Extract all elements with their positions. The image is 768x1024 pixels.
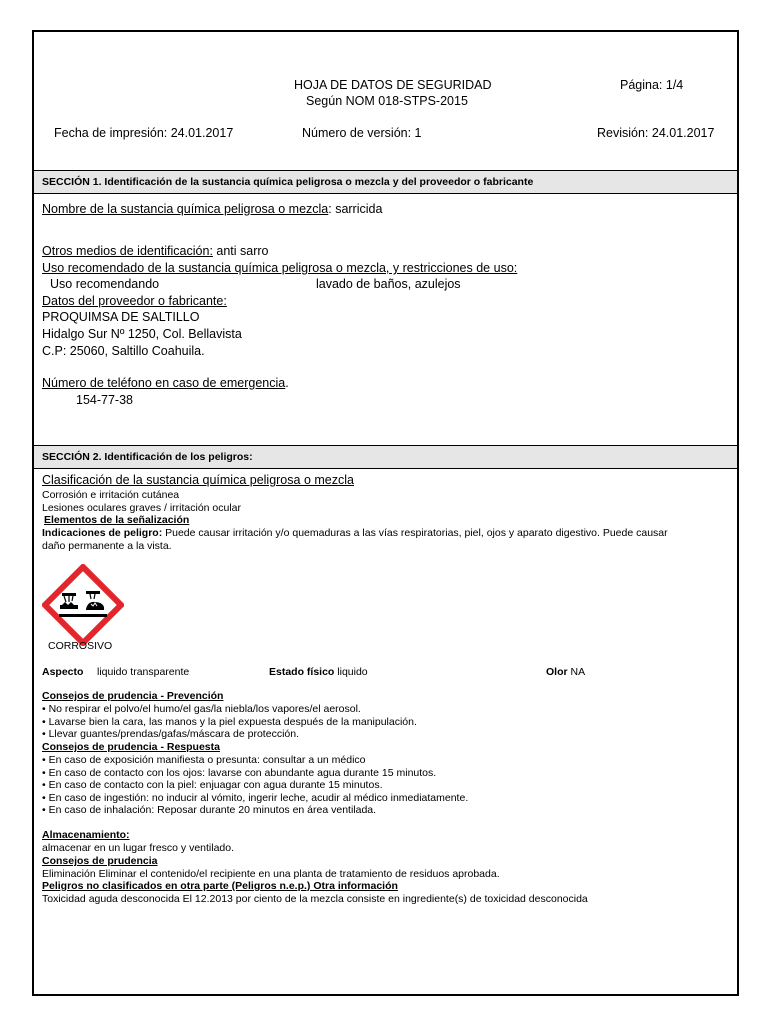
label-elements-heading: Elementos de la señalización [44,514,190,526]
aspect-value: liquido transparente [97,666,190,678]
revision-date: Revisión: 24.01.2017 [597,126,715,140]
emergency-phone-label: Número de teléfono en caso de emergencia [42,376,286,390]
document-title: HOJA DE DATOS DE SEGURIDAD [294,78,492,92]
substance-name [42,202,382,216]
supplier-address: Hidalgo Sur Nº 1250, Col. Bellavista [42,327,242,341]
disposal-text: Eliminación Eliminar el contenido/el recipiente en una planta de tratamiento de residuos aprobada. [42,868,500,880]
emergency-phone-heading [42,376,289,390]
storage-heading: Almacenamiento: [42,829,130,841]
prevention-heading: Consejos de prudencia - Prevención [42,690,224,702]
section-1-title: SECCIÓN 1. Identificación de la sustancia química peligrosa o mezcla y del proveedor o fabricante [42,176,534,188]
other-identification-value: anti sarro [212,244,269,258]
odor-value: NA [567,666,586,678]
recommended-use-key: Uso recomendando [50,277,160,291]
section-2-header [34,445,737,469]
recommended-use-label: Uso recomendado de la sustancia química peligrosa o mezcla, y restricciones de uso: [42,261,518,275]
hazard-statement-line-1 [42,527,668,539]
classification-label: Clasificación de la sustancia química peligrosa o mezcla [42,473,354,487]
response-list [42,754,468,817]
physical-state-value: liquido [334,666,368,678]
hazard-statement-line-2: daño permanente a la vista. [42,540,172,552]
list-item: • En caso de contacto con los ojos: lavarse con abundante agua durante 15 minutos. [42,766,437,779]
supplier-city: C.P: 25060, Saltillo Coahuila. [42,344,205,358]
list-item: • Llevar guantes/prendas/gafas/máscara de protección. [42,728,299,741]
classification-item-2: Lesiones oculares graves / irritación ocular [42,502,242,514]
supplier-label: Datos del proveedor o fabricante: [42,294,227,308]
list-item: • En caso de exposición manifiesta o presunta: consultar a un médico [42,754,366,766]
version-number: Número de versión: 1 [302,126,422,140]
physical-state-label: Estado físico [269,666,335,678]
hazard-statement-label: Indicaciones de peligro: [42,527,163,539]
section-2-title: SECCIÓN 2. Identificación de los peligros: [42,451,253,463]
other-identification [42,244,269,258]
emergency-phone-dot: . [285,376,289,390]
physical-state-field [269,666,368,678]
corrosive-pictogram-icon [42,564,124,646]
other-hazards-text: Toxicidad aguda desconocida El 12.2013 por ciento de la mezcla consiste en ingrediente(s) de toxicidad desconocida [42,893,588,905]
page-number: Página: 1/4 [620,78,684,92]
precaution-heading: Consejos de prudencia [42,855,158,867]
substance-name-label: Nombre de la sustancia química peligrosa o mezcla [42,202,329,216]
hazard-statement-text: Puede causar irritación y/o quemaduras a las vías respiratorias, piel, ojos y aparato digestivo. Puede causar [162,527,668,539]
response-heading: Consejos de prudencia - Respuesta [42,741,220,753]
section-1-header [34,170,737,194]
emergency-phone-number: 154-77-38 [76,393,133,407]
document-subtitle: Según NOM 018-STPS-2015 [306,94,468,108]
classification-item-1: Corrosión e irritación cutánea [42,489,180,501]
other-hazards-heading: Peligros no clasificados en otra parte (Peligros n.e.p.) Otra información [42,880,398,892]
list-item: • Lavarse bien la cara, las manos y la piel expuesta después de la manipulación. [42,715,417,728]
print-date: Fecha de impresión: 24.01.2017 [54,126,234,140]
list-item: • En caso de inhalación: Reposar durante 20 minutos en área ventilada. [42,804,377,817]
substance-name-value: : sarricida [328,202,383,216]
recommended-use-value: lavado de baños, azulejos [316,277,461,291]
list-item: • En caso de contacto con la piel: enjuagar con agua durante 15 minutos. [42,779,383,792]
storage-text: almacenar en un lugar fresco y ventilado. [42,842,235,854]
odor-label: Olor [546,666,568,678]
list-item: • No respirar el polvo/el humo/el gas/la niebla/los vapores/el aerosol. [42,703,361,715]
pictogram-caption: CORROSIVO [48,640,113,652]
prevention-list [42,703,417,741]
other-identification-label: Otros medios de identificación: [42,244,213,258]
supplier-name: PROQUIMSA DE SALTILLO [42,310,200,324]
list-item: • En caso de ingestión: no inducir al vómito, ingerir leche, acudir al médico inmediatamente. [42,791,469,804]
aspect-field [42,666,83,678]
odor-field [546,666,585,678]
aspect-label: Aspecto [42,666,84,678]
document-frame [32,30,739,996]
